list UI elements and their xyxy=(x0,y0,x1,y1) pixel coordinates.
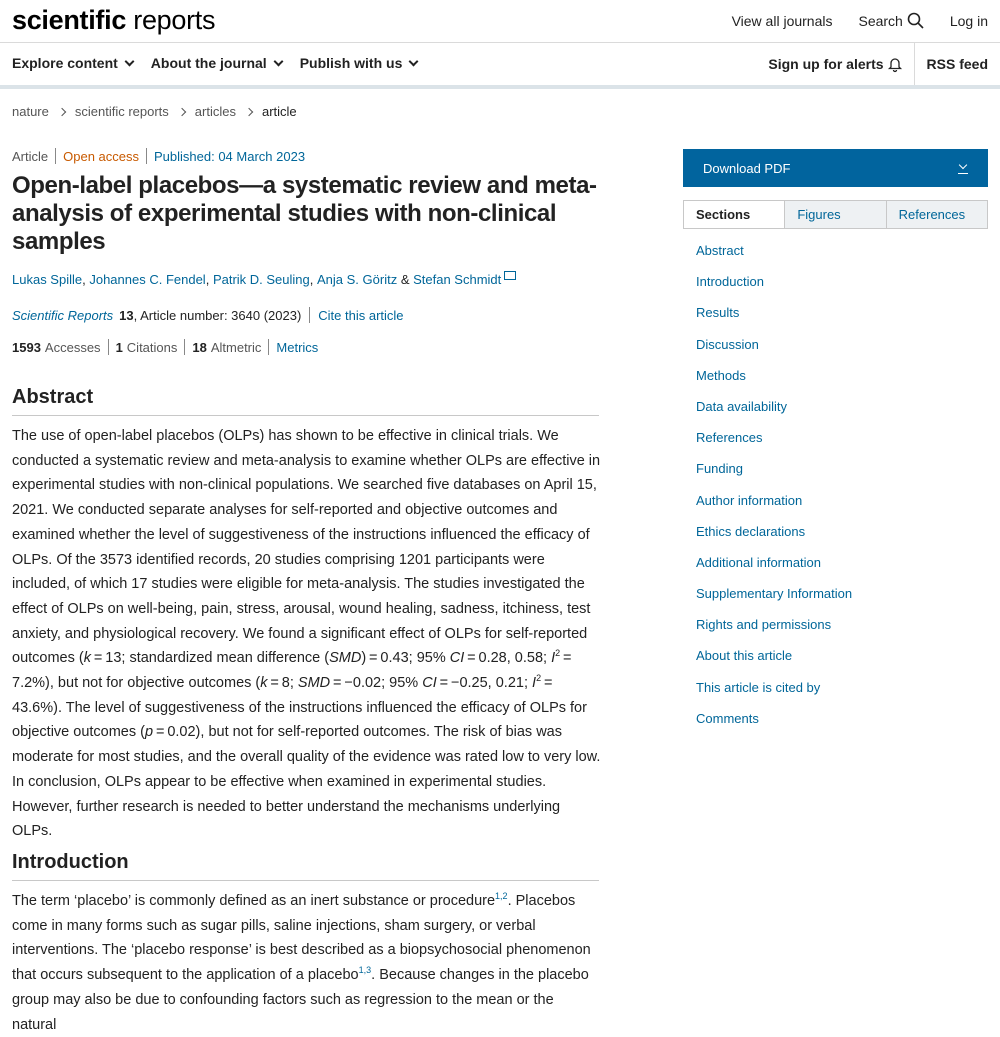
toc-link-introduction[interactable]: Introduction xyxy=(696,274,764,290)
introduction-heading: Introduction xyxy=(12,851,599,881)
logo-light: reports xyxy=(133,5,216,35)
view-all-journals-link[interactable]: View all journals xyxy=(731,12,833,29)
altmetric-label: Altmetric xyxy=(210,339,262,355)
main-nav xyxy=(0,43,1000,89)
citations-count: 1 xyxy=(115,339,123,355)
divider xyxy=(108,339,109,355)
top-bar xyxy=(0,0,1000,43)
toc-link-additional-information[interactable]: Additional information xyxy=(696,554,822,570)
search-label: Search xyxy=(858,12,903,29)
logo-bold: scientific xyxy=(12,5,127,35)
list-item xyxy=(696,522,988,553)
abstract-heading: Abstract xyxy=(12,386,599,416)
list-item xyxy=(696,241,988,272)
toc-link-ethics-declarations[interactable]: Ethics declarations xyxy=(696,523,806,539)
list-item xyxy=(696,678,988,709)
rss-feed-link[interactable]: RSS feed xyxy=(926,56,988,72)
sections-list xyxy=(683,241,988,740)
sidebar-tabs xyxy=(683,200,988,229)
login-link[interactable]: Log in xyxy=(949,12,988,29)
download-icon xyxy=(958,162,968,174)
toc-link-references[interactable]: References xyxy=(696,430,763,446)
toc-link-discussion[interactable]: Discussion xyxy=(696,336,759,352)
list-item xyxy=(696,397,988,428)
reference-link[interactable]: 1,3 xyxy=(358,965,372,976)
chevron-right-icon xyxy=(245,107,253,115)
published-date[interactable]: Published: 04 March 2023 xyxy=(154,148,306,164)
divider xyxy=(184,339,185,355)
toc-link-methods[interactable]: Methods xyxy=(696,367,746,383)
nav-menus xyxy=(12,55,417,71)
tab-figures[interactable]: Figures xyxy=(784,201,885,228)
journal-citation xyxy=(12,307,404,323)
toc-link-about-this-article[interactable]: About this article xyxy=(696,648,793,664)
breadcrumb-nature[interactable]: nature xyxy=(12,104,49,119)
list-item xyxy=(696,366,988,397)
toc-link-cited-by[interactable]: This article is cited by xyxy=(696,679,821,695)
publish-menu[interactable] xyxy=(300,55,418,71)
journal-logo[interactable] xyxy=(12,5,215,36)
download-pdf-label: Download PDF xyxy=(703,160,791,176)
list-item xyxy=(696,335,988,366)
author-link[interactable]: Lukas Spille xyxy=(12,272,83,287)
list-item xyxy=(696,709,988,740)
divider xyxy=(309,307,310,323)
list-item xyxy=(696,646,988,677)
chevron-down-icon xyxy=(124,56,134,66)
cite-article-link[interactable]: Cite this article xyxy=(318,307,404,323)
toc-link-results[interactable]: Results xyxy=(696,305,740,321)
citations-label: Citations xyxy=(126,339,178,355)
accesses-count: 1593 xyxy=(12,339,41,355)
alerts-signup-button[interactable] xyxy=(768,43,914,85)
breadcrumb-current: article xyxy=(261,104,297,119)
list-item xyxy=(696,303,988,334)
volume-number: 13 xyxy=(119,307,134,323)
publish-label: Publish with us xyxy=(299,55,403,71)
author-list: Lukas Spille , Johannes C. Fendel , Patrik D. Seuling , Anja S. Göritz & Stefan Schmidt xyxy=(12,272,516,287)
explore-content-menu[interactable] xyxy=(12,55,133,71)
toc-link-rights-and-permissions[interactable]: Rights and permissions xyxy=(696,617,832,633)
explore-content-label: Explore content xyxy=(12,55,118,71)
open-access-link[interactable]: Open access xyxy=(63,148,139,164)
about-journal-label: About the journal xyxy=(150,55,267,71)
tab-references[interactable]: References xyxy=(886,201,987,228)
breadcrumb-articles[interactable]: articles xyxy=(194,104,236,119)
chevron-down-icon xyxy=(409,56,419,66)
metrics-link[interactable]: Metrics xyxy=(276,339,319,355)
toc-link-supplementary-information[interactable]: Supplementary Information xyxy=(696,586,853,602)
alerts-label: Sign up for alerts xyxy=(768,56,884,72)
list-item xyxy=(696,272,988,303)
search-icon xyxy=(907,12,924,29)
tab-sections[interactable]: Sections xyxy=(684,201,784,228)
journal-name-link[interactable]: Scientific Reports xyxy=(12,307,114,323)
article-title: Open-label placebos—a systematic review and meta-analysis of experimental studies with non-clinical samples xyxy=(12,172,597,255)
accesses-label: Accesses xyxy=(44,339,101,355)
list-item xyxy=(696,553,988,584)
altmetric-count: 18 xyxy=(192,339,207,355)
divider xyxy=(146,148,147,164)
article-meta xyxy=(12,148,305,164)
chevron-right-icon xyxy=(178,107,186,115)
toc-link-comments[interactable]: Comments xyxy=(696,710,759,726)
article-sidebar xyxy=(683,149,988,740)
about-journal-menu[interactable] xyxy=(151,55,282,71)
divider xyxy=(55,148,56,164)
list-item xyxy=(696,584,988,615)
abstract-text: The use of open-label placebos (OLPs) has shown to be effective in clinical trials. We conducted a systematic review and meta-analysis to examine whether OLPs are effective in experimental studies with non-clinical populations. We searched five databases on April 15, 2021. We conducted separate analyses for self-reported and objective outcomes and examined whether the level of suggestiveness of the instructions influenced the efficacy of OLPs. Of the 3573 identified records, 20 studies comprising 1201 participants were included, of which 17 studies were eligible for meta-analysis. The studies investigated the effect of OLPs on well-being, pain, stress, arousal, wound healing, sadness, itchiness, test anxiety, and physiological recovery. We found a significant effect of OLPs for self-reported outcomes (k = 13; standardized mean difference (SMD) = 0.43; 95% CI = 0.28, 0.58; $I^2 = 7.2\%$), but not for objective outcomes (k = 8; SMD = −0.02; 95% CI = −0.25, 0.21; $I^2 = 43.6\%$). The level of suggestiveness of the instructions influenced the efficacy of OLPs for objective outcomes (p = 0.02), but not for self-reported outcomes. The risk of bias was moderate for most studies, and the overall quality of the evidence was rated low to very low. In conclusion, OLPs appear to be effective when examined in experimental studies. However, further research is needed to better understand the mechanisms underlying OLPs. xyxy=(12,428,601,840)
chevron-right-icon xyxy=(58,107,66,115)
list-item xyxy=(696,491,988,522)
toc-link-author-information[interactable]: Author information xyxy=(696,492,803,508)
nav-actions xyxy=(768,43,988,85)
list-item xyxy=(696,459,988,490)
reference-link[interactable]: 1,2 xyxy=(495,891,508,902)
author-link[interactable]: Stefan Schmidt xyxy=(413,272,502,287)
search-button[interactable] xyxy=(858,12,923,29)
author-link[interactable]: Patrik D. Seuling xyxy=(212,272,310,287)
list-item xyxy=(696,615,988,646)
email-icon[interactable] xyxy=(504,271,516,280)
toc-link-data-availability[interactable]: Data availability xyxy=(696,398,788,414)
top-links xyxy=(732,12,988,29)
list-item xyxy=(696,428,988,459)
author-link[interactable]: Anja S. Göritz xyxy=(317,272,398,287)
divider xyxy=(268,339,269,355)
article-metrics xyxy=(12,339,318,355)
article-type: Article xyxy=(12,148,49,164)
breadcrumb xyxy=(12,104,297,119)
toc-link-funding[interactable]: Funding xyxy=(696,461,743,477)
download-pdf-button[interactable] xyxy=(683,149,988,187)
bell-icon xyxy=(888,57,902,72)
introduction-text: The term ‘placebo’ is commonly defined as an inert substance or procedure$^{1,2}$. Placebos come in many forms such as sugar pills, saline injections, sham surgery, or verbal interventions. The ‘placebo response’ is best described as a biopsychosocial phenomenon that occurs subsequent to the application of a placebo$^{1,3}$. Because changes in the placebo group may also be due to confounding factors such as regression to the mean or the natural xyxy=(12,891,591,1033)
toc-link-abstract[interactable]: Abstract xyxy=(696,243,744,258)
article-number: , Article number: 3640 (2023) xyxy=(133,307,302,323)
breadcrumb-scientific-reports[interactable]: scientific reports xyxy=(74,104,169,119)
chevron-down-icon xyxy=(273,56,283,66)
author-link[interactable]: Johannes C. Fendel xyxy=(89,272,206,287)
